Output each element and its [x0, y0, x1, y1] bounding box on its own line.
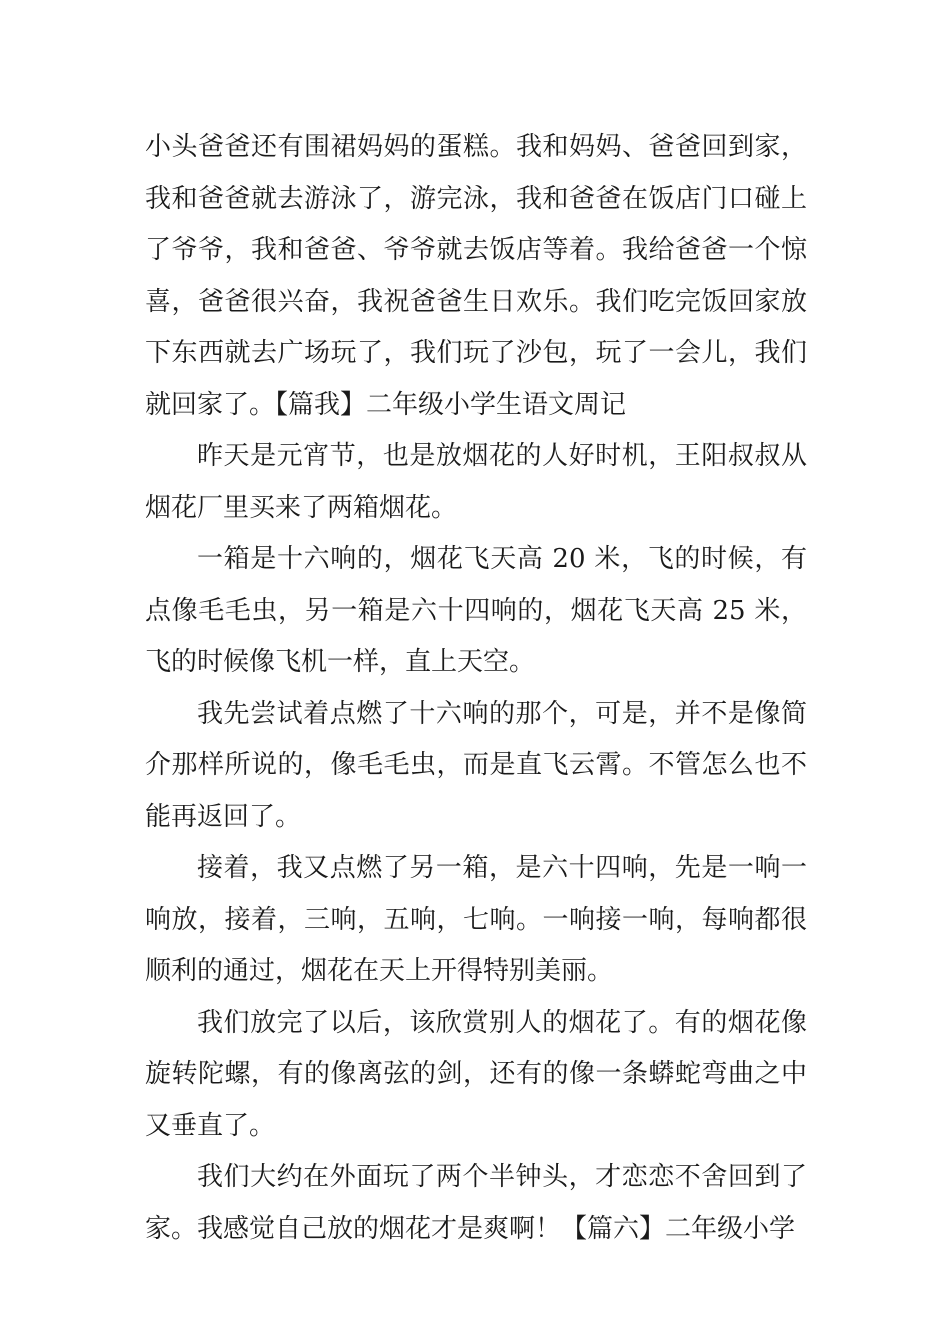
document-body [145, 122, 807, 1255]
paragraph-3: 一箱是十六响的，烟花飞天高 20 米，飞的时候，有点像毛毛虫，另一箱是六十四响的，烟花飞天高 25 米，飞的时候像飞机一样，直上天空。 [145, 544, 807, 677]
paragraph-4: 我先尝试着点燃了十六响的那个，可是，并不是像简介那样所说的，像毛毛虫，而是直飞云霄。不管怎么也不能再返回了。 [145, 698, 807, 832]
paragraph-2: 昨天是元宵节，也是放烟花的人好时机，王阳叔叔从烟花厂里买来了两箱烟花。 [145, 441, 807, 523]
paragraph-6: 我们放完了以后，该欣赏别人的烟花了。有的烟花像旋转陀螺，有的像离弦的剑，还有的像一条蟒蛇弯曲之中又垂直了。 [145, 1007, 807, 1141]
paragraph-7: 我们大约在外面玩了两个半钟头，才恋恋不舍回到了家。我感觉自己放的烟花才是爽啊！【篇六】二年级小学 [145, 1162, 807, 1244]
paragraph-5: 接着，我又点燃了另一箱，是六十四响，先是一响一响放，接着，三响，五响，七响。一响接一响，每响都很顺利的通过，烟花在天上开得特别美丽。 [145, 853, 807, 986]
paragraph-1: 小头爸爸还有围裙妈妈的蛋糕。我和妈妈、爸爸回到家，我和爸爸就去游泳了，游完泳，我和爸爸在饭店门口碰上了爷爷，我和爸爸、爷爷就去饭店等着。我给爸爸一个惊喜，爸爸很兴奋，我祝爸爸生日欢乐。我们吃完饭回家放下东西就去广场玩了，我们玩了沙包，玩了一会儿，我们就回家了。【篇我】二年级小学生语文周记 [145, 132, 807, 420]
